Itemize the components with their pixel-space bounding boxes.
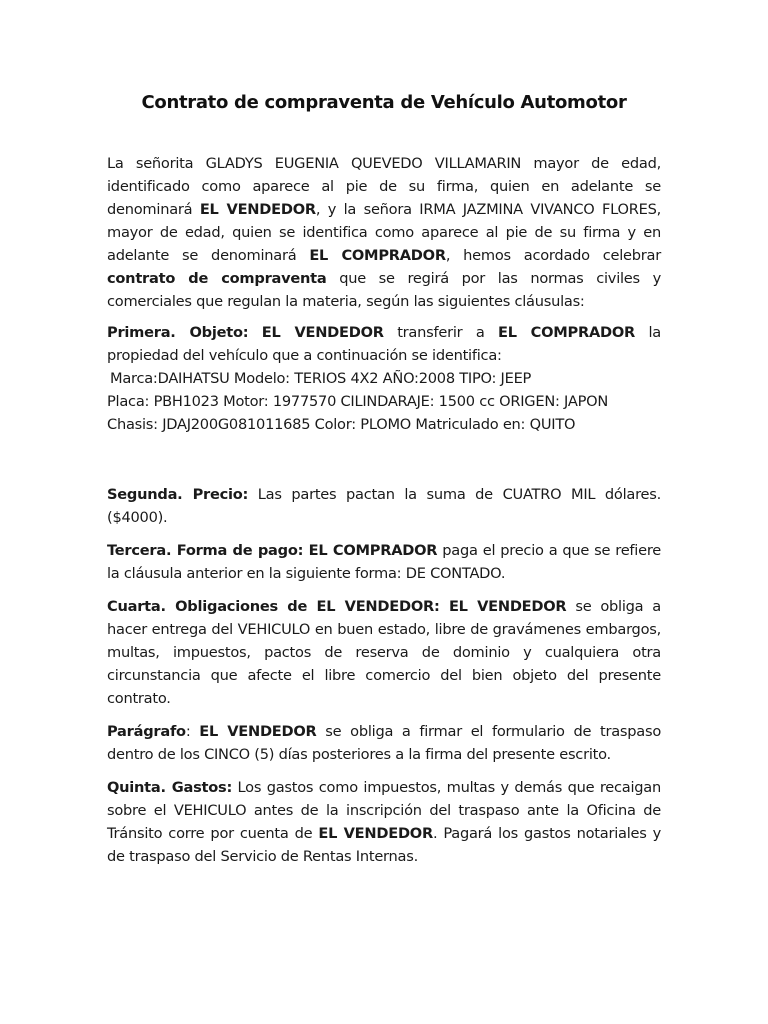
vehicle-spec-line-1: Marca:DAIHATSU Modelo: TERIOS 4X2 AÑO:2008 TIPO: JEEP: [110, 370, 532, 387]
clause-segunda-heading: Segunda. Precio:: [107, 486, 249, 503]
vehicle-spec-line-2: Placa: PBH1023 Motor: 1977570 CILINDARAJE: 1500 cc ORIGEN: JAPON: [107, 393, 609, 410]
intro-paragraph: [107, 152, 661, 313]
intro-buyer-term: EL COMPRADOR: [309, 247, 446, 264]
document-body: [107, 152, 661, 868]
clause-tercera-buyer: EL COMPRADOR: [303, 542, 438, 559]
clause-quinta-seller: EL VENDEDOR: [318, 825, 433, 842]
intro-text-1: La señorita GLADYS EUGENIA QUEVEDO VILLAMARIN mayor de edad, identificado como aparece al pie de su firma, quien en adelante se denominará: [107, 155, 661, 218]
clause-tercera-text: paga el precio a que se refiere la cláusula anterior en la siguiente forma: DE CONTADO.: [107, 542, 661, 582]
clause-segunda-text: Las partes pactan la suma de CUATRO MIL dólares. ($4000).: [107, 486, 662, 526]
intro-contract-term: contrato de compraventa: [107, 270, 327, 287]
document-title: Contrato de compraventa de Vehículo Automotor: [141, 92, 627, 113]
clause-paragrafo-colon: :: [185, 723, 200, 740]
clause-primera-buyer: EL COMPRADOR: [498, 324, 636, 341]
clause-paragrafo-text: se obliga a firmar el formulario de traspaso dentro de los CINCO (5) días posteriores a la firma del presente escrito.: [107, 723, 661, 763]
clause-paragrafo: [107, 720, 661, 766]
clause-paragrafo-heading: Parágrafo: [107, 723, 186, 740]
clause-quinta: [107, 776, 661, 868]
clause-primera: [107, 321, 661, 367]
clause-primera-text-1: transferir a: [383, 324, 498, 341]
vehicle-spec-line-3: Chasis: JDAJ200G081011685 Color: PLOMO Matriculado en: QUITO: [107, 416, 576, 433]
clause-cuarta: [107, 595, 661, 710]
clause-cuarta-seller: EL VENDEDOR: [439, 598, 567, 615]
intro-text-2: , y la señora IRMA JAZMINA VIVANCO FLORES, mayor de edad, quien se identifica como aparece al pie de su firma y en adelante se denominará: [107, 201, 662, 264]
intro-text-4: que se regirá por las normas civiles y comerciales que regulan la materia, según las siguientes cláusulas:: [107, 270, 661, 310]
intro-text-3: , hemos acordado celebrar: [445, 247, 661, 264]
clause-segunda: [107, 483, 661, 529]
clause-quinta-text-2: . Pagará los gastos notariales y de traspaso del Servicio de Rentas Internas.: [107, 825, 661, 865]
clause-primera-seller: EL VENDEDOR: [261, 324, 384, 341]
clause-primera-text-2: la propiedad del vehículo que a continuación se identifica:: [107, 324, 661, 364]
clause-paragrafo-seller: EL VENDEDOR: [199, 723, 317, 740]
clause-tercera-heading: Tercera. Forma de pago:: [107, 542, 304, 559]
clause-quinta-text-1: Los gastos como impuestos, multas y demás que recaigan sobre el VEHICULO antes de la inscripción del traspaso ante la Oficina de Tránsito corre por cuenta de: [107, 779, 661, 842]
clause-cuarta-text: se obliga a hacer entrega del VEHICULO en buen estado, libre de gravámenes embargos, multas, impuestos, pactos de reserva de dominio y cualquiera otra circunstancia que afecte el libre comercio del bien objeto del presente contrato.: [107, 598, 661, 707]
clause-tercera: [107, 539, 661, 585]
intro-seller-term: EL VENDEDOR: [199, 201, 316, 218]
clause-primera-heading: Primera. Objeto:: [107, 324, 249, 341]
clause-cuarta-heading: Cuarta. Obligaciones de EL VENDEDOR:: [107, 598, 440, 615]
clause-quinta-heading: Quinta. Gastos:: [107, 779, 233, 796]
